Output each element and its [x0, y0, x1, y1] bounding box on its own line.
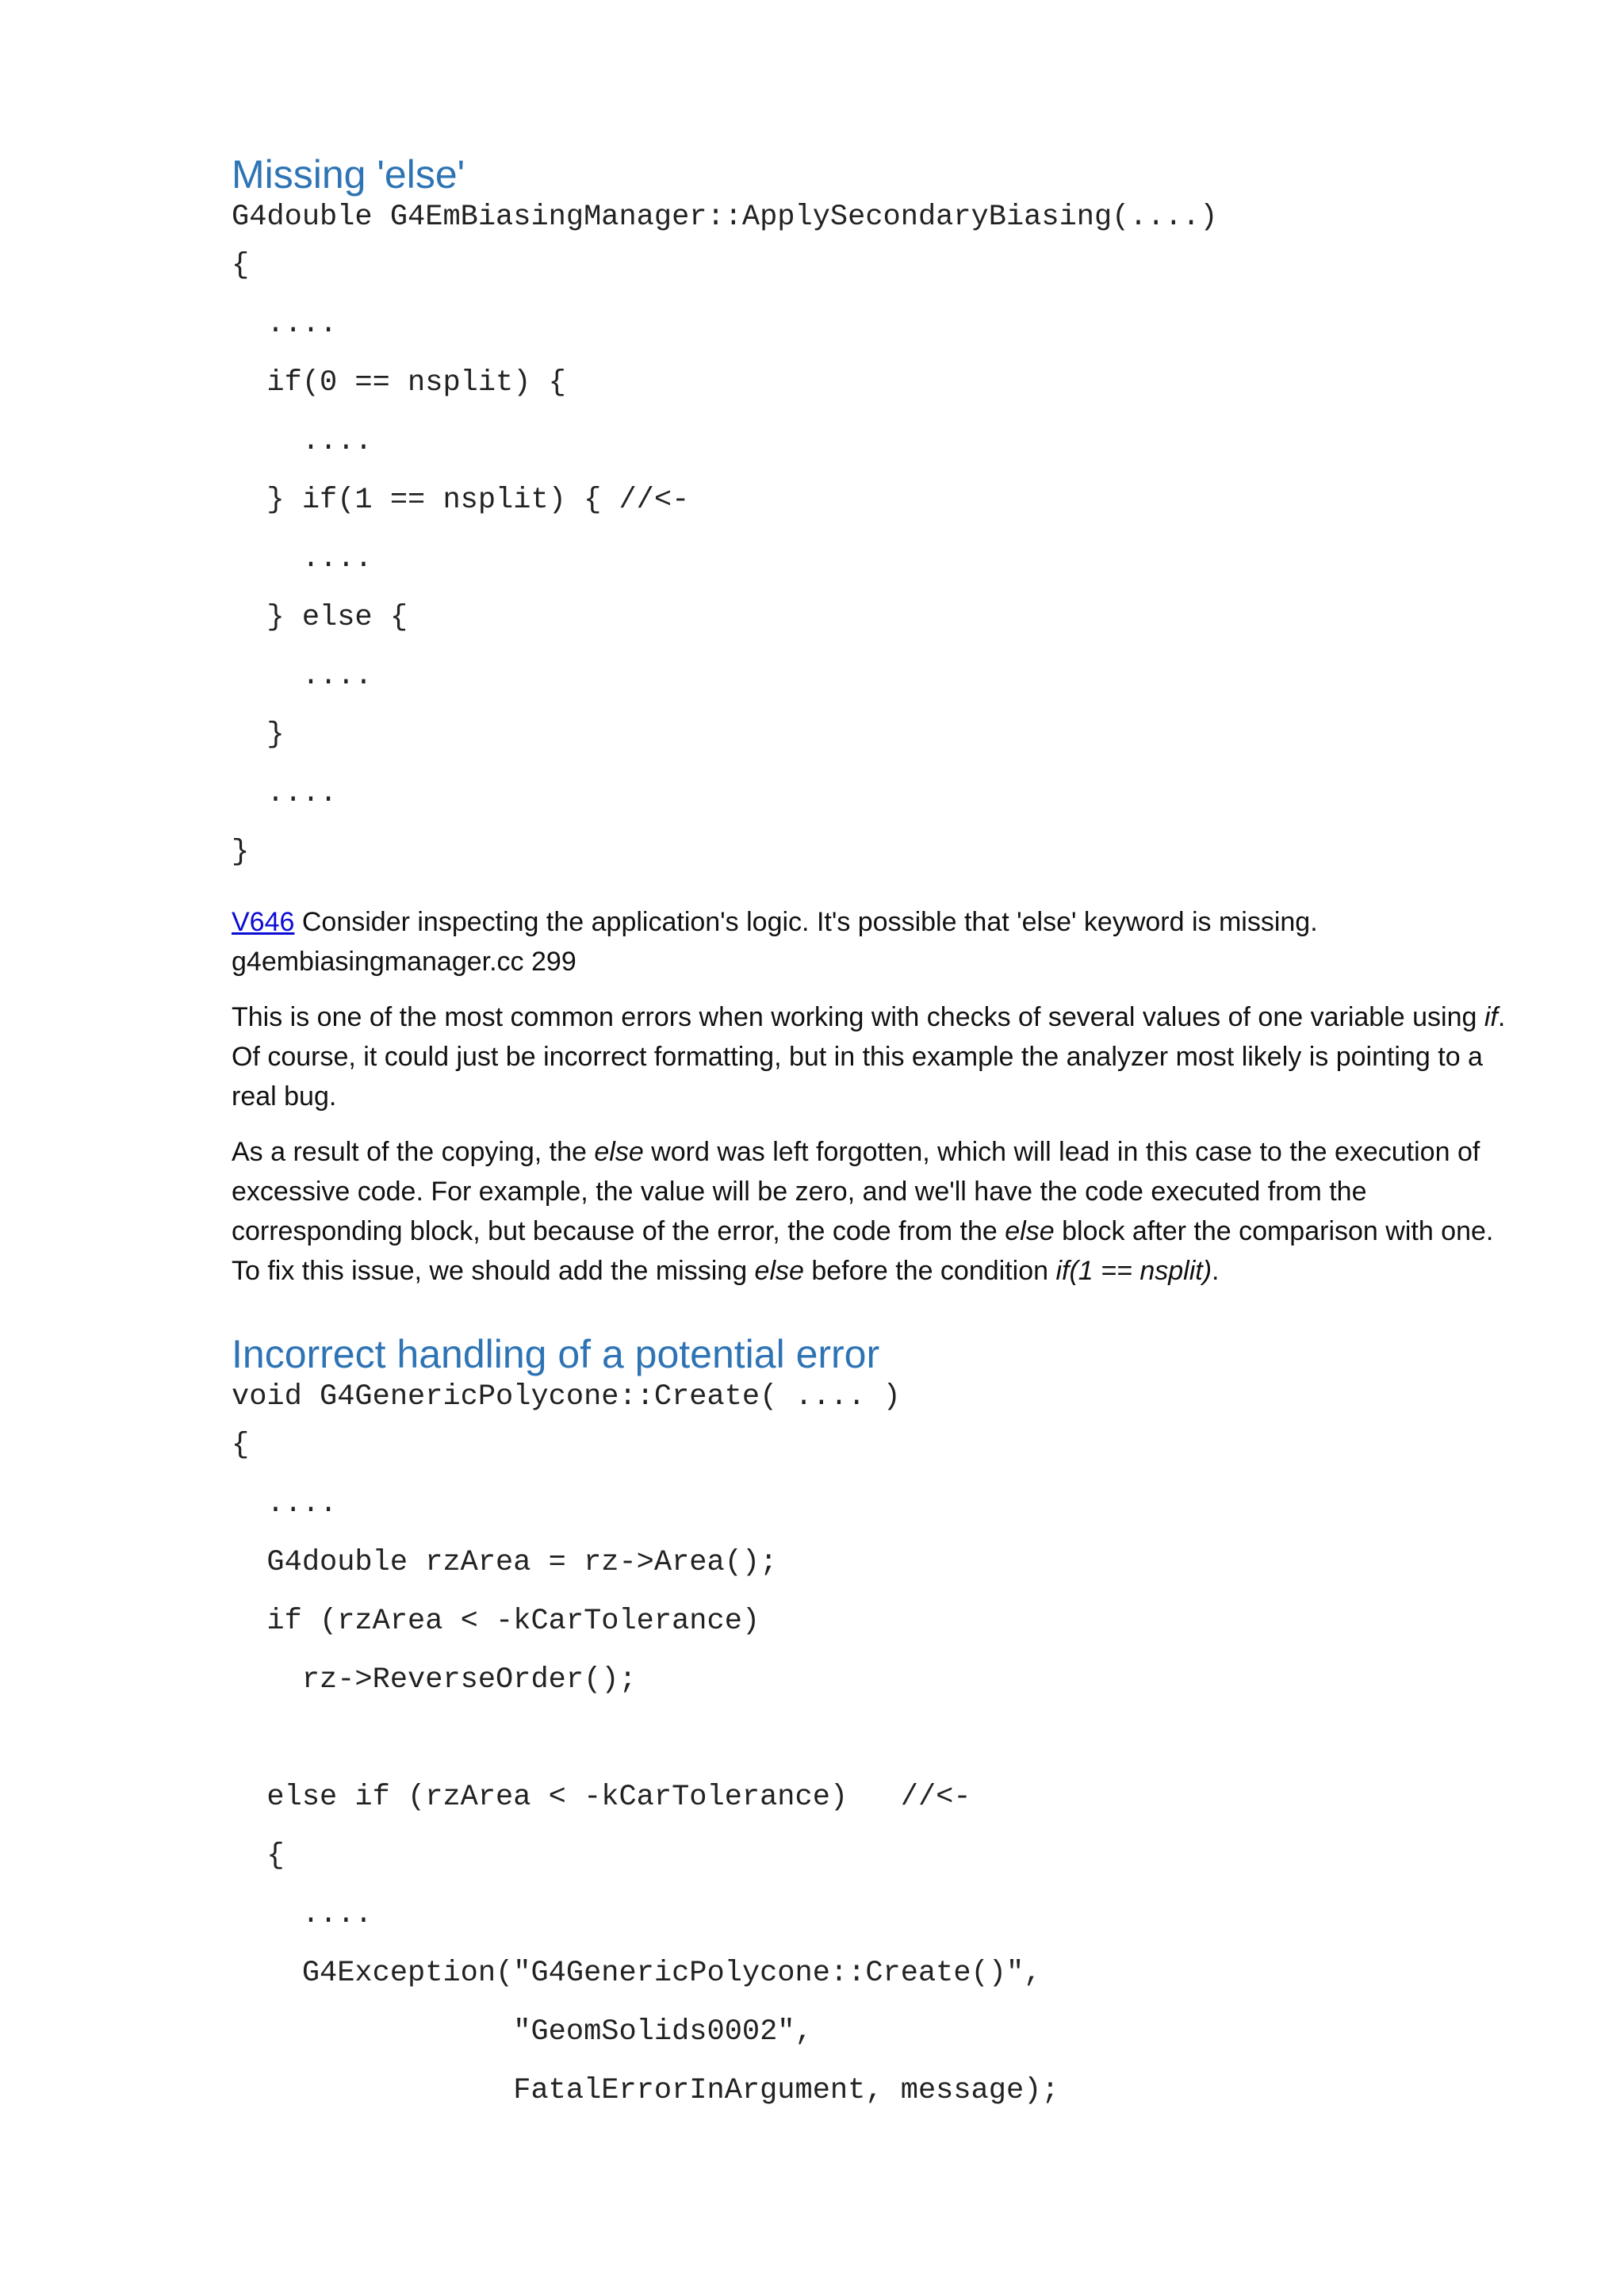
diagnostic-text: Consider inspecting the application's logic. It's possible that 'else' keyword is missing. g4embiasingmanager.cc 299	[232, 907, 1318, 977]
text-run: before the condition	[803, 1256, 1056, 1286]
code-line: }	[232, 836, 250, 869]
code-line: if (rzArea < -kCarTolerance)	[232, 1605, 760, 1638]
code-line: else if (rzArea < -kCarTolerance) //<-	[232, 1781, 971, 1814]
text-run: This is one of the most common errors when working with checks of several values of one variable using	[232, 1002, 1484, 1032]
code-line-blank	[232, 1709, 1516, 1768]
code-line: if(0 == nsplit) {	[232, 366, 566, 400]
diagnostic-message	[232, 902, 1516, 982]
code-block-generic-polycone-create	[232, 1378, 1516, 2120]
code-line: {	[232, 249, 250, 282]
code-line: ....	[232, 542, 373, 576]
code-line: } if(1 == nsplit) { //<-	[232, 484, 690, 517]
text-run: . Of course, it could just be incorrect formatting, but in this example the analyzer most likely is pointing to a real bug.	[232, 1002, 1506, 1112]
italic-keyword: else	[1005, 1216, 1055, 1246]
paragraph-explanation-1	[232, 997, 1516, 1116]
italic-code: if(1 == nsplit)	[1055, 1256, 1212, 1286]
document-page	[232, 151, 1516, 2120]
code-line: G4Exception("G4GenericPolycone::Create()",	[232, 1957, 1042, 1990]
section-heading-missing-else: Missing 'else'	[232, 152, 465, 197]
code-line: ....	[232, 425, 373, 458]
code-line: ....	[232, 777, 338, 810]
code-line: FatalErrorInArgument, message);	[232, 2074, 1059, 2107]
diagnostic-link-v646[interactable]: V646	[232, 907, 295, 937]
code-line: void G4GenericPolycone::Create( .... )	[232, 1380, 901, 1414]
italic-keyword: if	[1484, 1002, 1498, 1032]
code-line: } else {	[232, 601, 408, 634]
code-line: ....	[232, 1898, 373, 1931]
text-run: As a result of the copying, the	[232, 1137, 595, 1167]
italic-keyword: else	[594, 1137, 644, 1167]
code-line: "GeomSolids0002",	[232, 2015, 813, 2049]
code-line: ....	[232, 308, 338, 341]
text-run: .	[1212, 1256, 1220, 1286]
code-line: }	[232, 718, 285, 752]
code-block-apply-secondary-biasing	[232, 198, 1516, 882]
code-line: rz->ReverseOrder();	[232, 1663, 637, 1697]
code-line: ....	[232, 660, 373, 693]
paragraph-explanation-2	[232, 1132, 1516, 1291]
text-run: block after the comparison with one. To fix this issue, we should add the missing	[232, 1216, 1494, 1286]
code-line: ....	[232, 1487, 338, 1521]
italic-keyword: else	[754, 1256, 804, 1286]
code-line: G4double rzArea = rz->Area();	[232, 1546, 778, 1579]
section-heading-incorrect-handling: Incorrect handling of a potential error	[232, 1332, 880, 1376]
code-line: G4double G4EmBiasingManager::ApplySecondaryBiasing(....)	[232, 201, 1218, 234]
code-line: {	[232, 1429, 250, 1462]
code-line: {	[232, 1839, 285, 1873]
text-run: word was left forgotten, which will lead in this case to the execution of excessive code. For example, the value will be zero, and we'll have the code executed from the corresponding block, but because of the error, the code from the	[232, 1137, 1480, 1246]
